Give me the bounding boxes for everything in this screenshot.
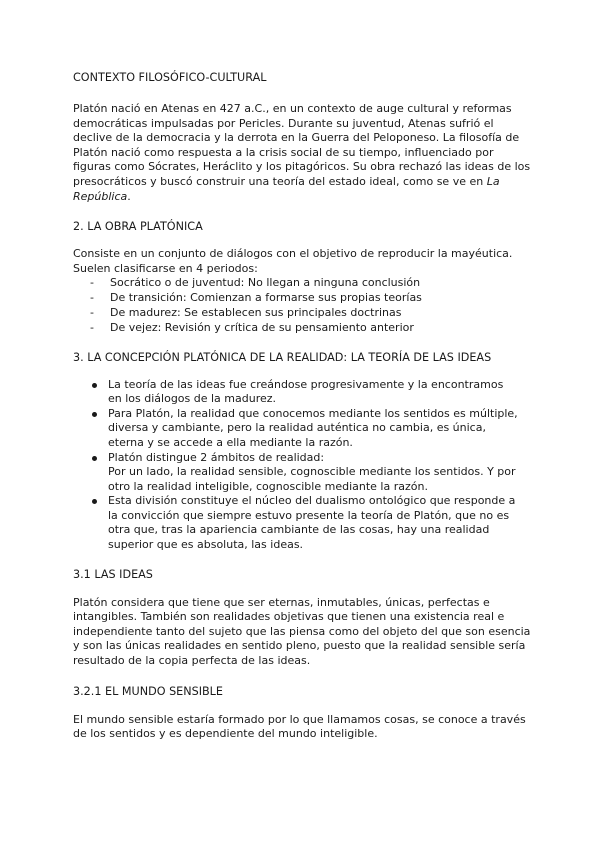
- concepcion-bullet: [90, 451, 520, 495]
- ambitos-detail: Por un lado, la realidad sensible, cognoscible mediante los sentidos. Y por otro la realidad inteligible, cognoscible mediante la razón.: [108, 465, 516, 493]
- contexto-text: Platón nació en Atenas en 427 a.C., en un contexto de auge cultural y reformas democráticas impulsadas por Pericles. Durante su juventud, Atenas sufrió el declive de la democracia y la derrota en la Guerra del Peloponeso. La filosofía de Platón nació como respuesta a la crisis social de su tiempo, influenciado por figuras como Sócrates, Heráclito y los pitagóricos. Su obra rechazó las ideas de los presocráticos y buscó construir una teoría del estado ideal, como se ve en: [73, 102, 531, 188]
- section-title-sensible: 3.2.1 EL MUNDO SENSIBLE: [73, 684, 223, 698]
- obra-intro: Consiste en un conjunto de diálogos con el objetivo de reproducir la mayéutica. Suelen clasificarse en 4 periodos:: [73, 247, 513, 275]
- concepcion-bullet: La teoría de las ideas fue creándose progresivamente y la encontramos en los diálogos de la madurez.: [90, 378, 520, 407]
- section-title-concepcion: 3. LA CONCEPCIÓN PLATÓNICA DE LA REALIDAD: LA TEORÍA DE LAS IDEAS: [73, 350, 492, 364]
- section-title-ideas: 3.1 LAS IDEAS: [73, 567, 153, 581]
- period-item: - Socrático o de juventud: No llegan a ninguna conclusión: [90, 276, 534, 291]
- book-title: La República: [73, 174, 500, 203]
- ambitos-heading: Platón distingue 2 ámbitos de realidad:: [108, 450, 325, 464]
- contexto-end: .: [127, 189, 131, 203]
- sensible-paragraph: El mundo sensible estaría formado por lo que llamamos cosas, se conoce a través de los sentidos y es dependiente del mundo inteligible.: [73, 712, 526, 741]
- period-item: - De vejez: Revisión y crítica de su pensamiento anterior: [90, 321, 534, 336]
- period-item: - De madurez: Se establecen sus principales doctrinas: [90, 306, 534, 321]
- section-title-contexto: CONTEXTO FILOSÓFICO-CULTURAL: [73, 71, 267, 84]
- period-item: - De transición: Comienzan a formarse sus propias teorías: [90, 291, 534, 306]
- concepcion-bullet: Esta división constituye el núcleo del dualismo ontológico que responde a la convicción que siempre estuvo presente la teoría de Platón, que no es otra que, tras la apariencia cambiante de las cosas, hay una realidad superior que es absoluta, las ideas.: [90, 494, 520, 552]
- ideas-paragraph: Platón considera que tiene que ser eternas, inmutables, únicas, perfectas e intangibles. También son realidades objetivas que tienen una existencia real e independiente tanto del sujeto que las piensa como del objeto del que son esencia y son las únicas realidades en sentido pleno, puesto que la realidad sensible sería resultado de la copia perfecta de las ideas.: [73, 595, 531, 668]
- periods-list: [73, 276, 534, 335]
- section-title-obra: 2. LA OBRA PLATÓNICA: [73, 220, 203, 234]
- contexto-paragraph: [73, 102, 534, 204]
- concepcion-bullets: [73, 378, 534, 553]
- concepcion-bullet: Para Platón, la realidad que conocemos mediante los sentidos es múltiple, diversa y cambiante, pero la realidad auténtica no cambia, es única, eterna y se accede a ella mediante la razón.: [90, 407, 520, 451]
